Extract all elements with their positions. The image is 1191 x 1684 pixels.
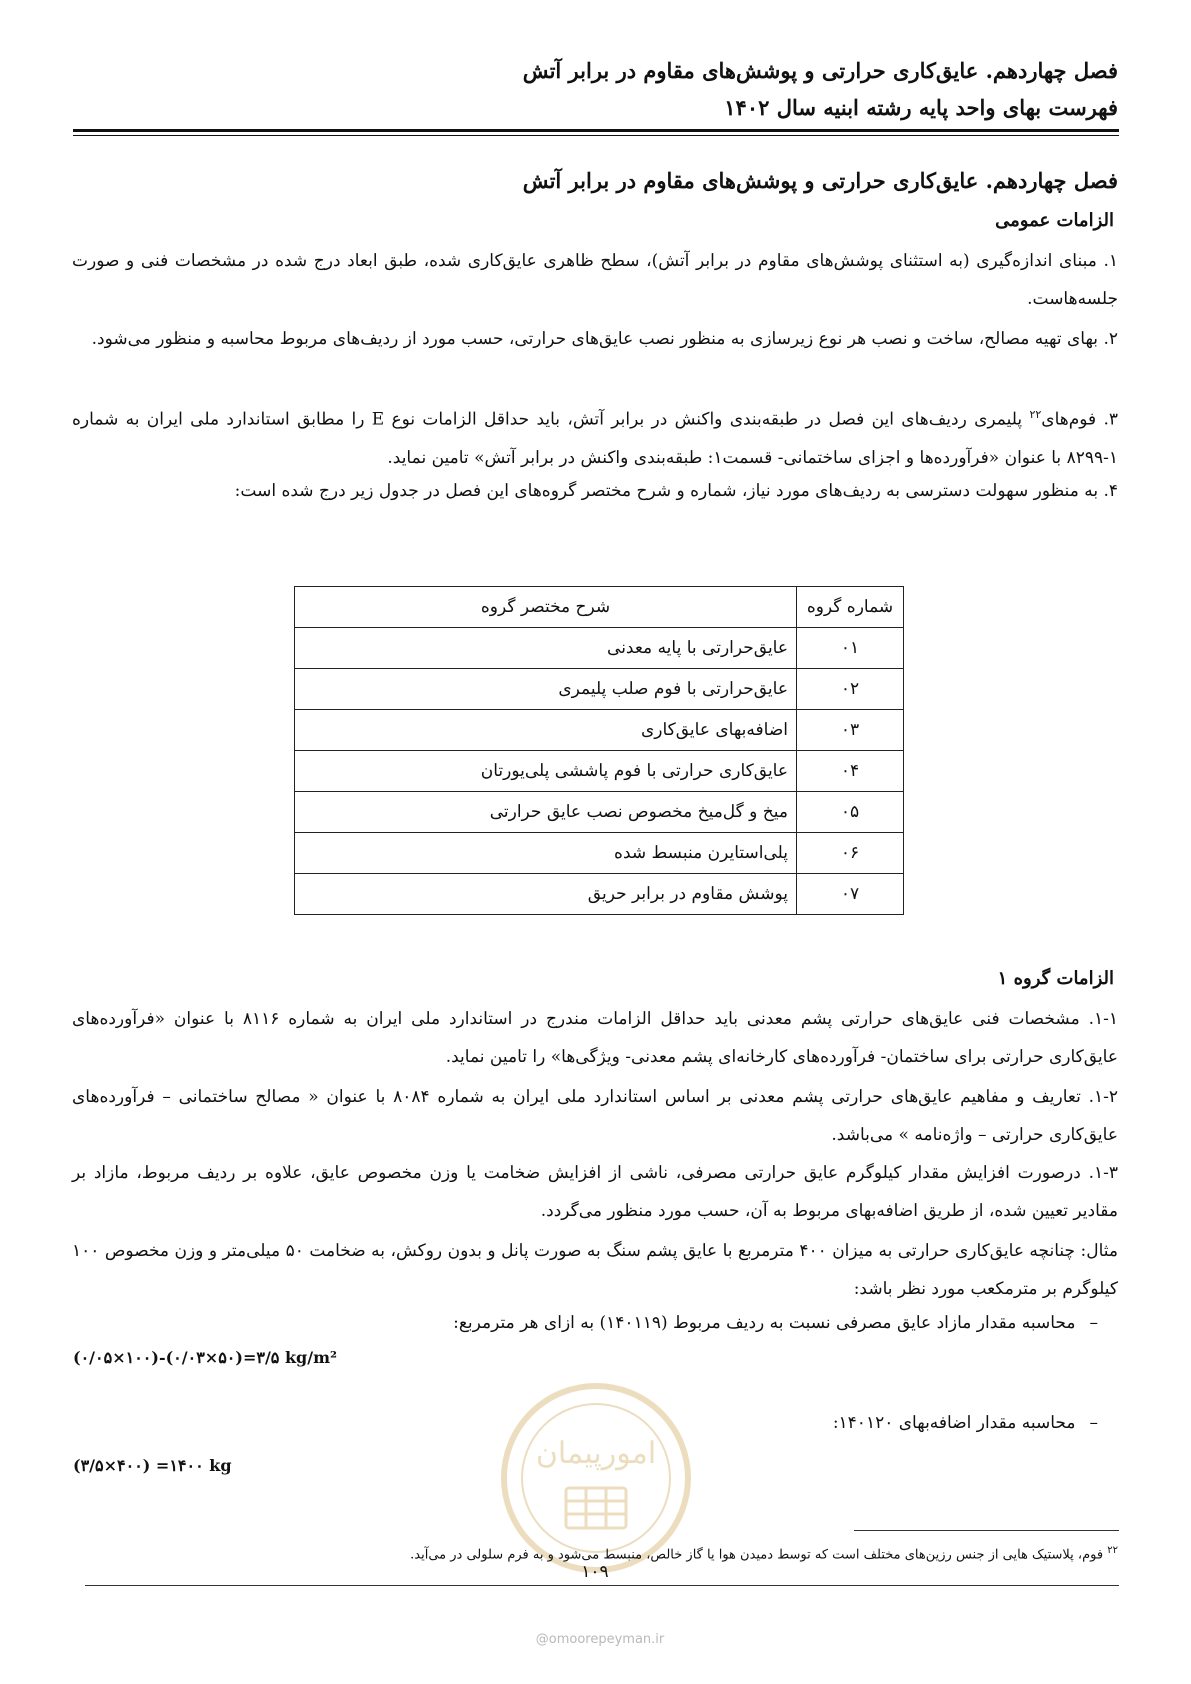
svg-text:امورپیمان: امورپیمان (535, 1436, 657, 1471)
group-description: عایق‌حرارتی با فوم صلب پلیمری (295, 669, 797, 710)
group1-requirements-heading: الزامات گروه ۱ (997, 968, 1114, 989)
footnote-text: فوم، پلاستیک هایی از جنس رزین‌های مختلف است که توسط دمیدن هوا یا گاز خالص، منبسط می‌شود و به فرم سلولی در می‌آید. (410, 1547, 1104, 1563)
chapter-title: فصل چهاردهم. عایق‌کاری حرارتی و پوشش‌های مقاوم در برابر آتش (522, 168, 1118, 193)
footnote-separator (854, 1530, 1119, 1531)
group-description: عایق‌حرارتی با پایه معدنی (295, 628, 797, 669)
table-header-description: شرح مختصر گروه (295, 587, 797, 628)
header-rule-thin (73, 135, 1119, 136)
group-description: پلی‌استایرن منبسط شده (295, 833, 797, 874)
calc-surcharge-formula: (۳/۵×۴۰۰) =۱۴۰۰ kg (73, 1456, 232, 1475)
calc-surcharge-text: محاسبه مقدار اضافه‌بهای ۱۴۰۱۲۰: (832, 1413, 1076, 1433)
running-header-book: فهرست بهای واحد پایه رشته ابنیه سال ۱۴۰۲ (724, 95, 1118, 120)
group1-example: مثال: چنانچه عایق‌کاری حرارتی به میزان ۴۰۰ مترمربع با عایق پشم سنگ به صورت پانل و بدون روکش، به ضخامت ۵۰ میلی‌متر و وزن مخصوص ۱۰۰ کیلوگرم بر مترمکعب مورد نظر باشد: (72, 1241, 1119, 1299)
group-description: اضافه‌بهای عایق‌کاری (295, 710, 797, 751)
group-number: ۰۵ (797, 792, 904, 833)
table-row (295, 669, 904, 710)
group-number: ۰۱ (797, 628, 904, 669)
running-header-chapter: فصل چهاردهم. عایق‌کاری حرارتی و پوشش‌های مقاوم در برابر آتش (522, 58, 1118, 83)
general-item-3-prefix: ۳. فوم‌های (1041, 409, 1118, 430)
table-header-row (295, 587, 904, 628)
calc-excess-formula: (۰/۰۵×۱۰۰)-(۰/۰۳×۵۰)=۳/۵ kg/m² (73, 1348, 338, 1367)
group1-item-1: ۱-۱. مشخصات فنی عایق‌های حرارتی پشم معدنی باید حداقل الزامات مندرج در استاندارد ملی ایران به شماره ۸۱۱۶ با عنوان «فرآورده‌های عایق‌کاری حرارتی برای ساختمان- فرآورده‌های کارخانه‌ای پشم معدنی- ویژگی‌ها» را تامین نماید. (72, 1009, 1118, 1067)
table-row (295, 792, 904, 833)
group-description: عایق‌کاری حرارتی با فوم پاششی پلی‌یورتان (295, 751, 797, 792)
group-description: میخ و گل‌میخ مخصوص نصب عایق حرارتی (295, 792, 797, 833)
group-number: ۰۶ (797, 833, 904, 874)
watermark-url: @omoorepeyman.ir (535, 1632, 665, 1647)
dash-bullet: – (1089, 1313, 1098, 1333)
group-number: ۰۴ (797, 751, 904, 792)
calc-excess-label (98, 1308, 1098, 1338)
group-index-table (294, 586, 904, 915)
group-number: ۰۳ (797, 710, 904, 751)
general-item-3-text: پلیمری ردیف‌های این فصل در طبقه‌بندی واکنش در برابر آتش، باید حداقل الزامات نوع E را مطابق استاندارد ملی ایران به شماره ۱-۸۲۹۹ با عنوان «فرآورده‌ها و اجزای ساختمانی- قسمت۱: طبقه‌بندی واکنش در برابر آتش» تامین نماید. (72, 409, 1118, 468)
footnote-reference: ۲۲ (1029, 408, 1042, 421)
footnote (72, 1545, 1118, 1562)
page-number: ۱۰۹ (581, 1562, 609, 1582)
table-row (295, 874, 904, 915)
general-item-4: ۴. به منظور سهولت دسترسی به ردیف‌های مورد نیاز، شماره و شرح مختصر گروه‌های این فصل در جدول زیر درج شده است: (234, 481, 1118, 501)
general-item-3 (72, 396, 1118, 477)
table-row (295, 751, 904, 792)
footer-rule (85, 1585, 1119, 1586)
table-row (295, 710, 904, 751)
group1-item-2: ۱-۲. تعاریف و مفاهیم عایق‌های حرارتی پشم معدنی بر اساس استاندارد ملی ایران به شماره ۸۰۸۴ با عنوان « مصالح ساختمانی – فرآورده‌های عایق‌کاری حرارتی – واژه‌نامه » می‌باشد. (72, 1087, 1119, 1145)
general-item-1: ۱. مبنای اندازه‌گیری (به استثنای پوشش‌های مقاوم در برابر آتش)، سطح ظاهری عایق‌کاری شده، طبق ابعاد درج شده در مشخصات فنی و صورت جلسه‌هاست. (72, 251, 1118, 309)
general-requirements-heading: الزامات عمومی (995, 210, 1114, 231)
table-row (295, 628, 904, 669)
group-description: پوشش مقاوم در برابر حریق (295, 874, 797, 915)
group-number: ۰۲ (797, 669, 904, 710)
group-number: ۰۷ (797, 874, 904, 915)
dash-bullet: – (1089, 1413, 1098, 1433)
table-header-number: شماره گروه (797, 587, 904, 628)
footnote-number: ۲۲ (1107, 1545, 1118, 1556)
general-item-2: ۲. بهای تهیه مصالح، ساخت و نصب هر نوع زیرسازی به منظور نصب عایق‌های حرارتی، حسب مورد از ردیف‌های مربوط محاسبه و منظور می‌شود. (91, 329, 1118, 349)
header-rule-thick (73, 129, 1119, 132)
group1-item-3: ۱-۳. درصورت افزایش مقدار کیلوگرم عایق حرارتی مصرفی، ناشی از افزایش ضخامت یا وزن مخصوص عایق، علاوه بر ردیف مربوط، مازاد بر مقادیر تعیین شده، از طریق اضافه‌بهای مربوط به آن، حسب مورد منظور می‌گردد. (72, 1163, 1118, 1221)
calc-excess-text: محاسبه مقدار مازاد عایق مصرفی نسبت به ردیف مربوط (۱۴۰۱۱۹) به ازای هر مترمربع: (453, 1313, 1076, 1333)
table-row (295, 833, 904, 874)
